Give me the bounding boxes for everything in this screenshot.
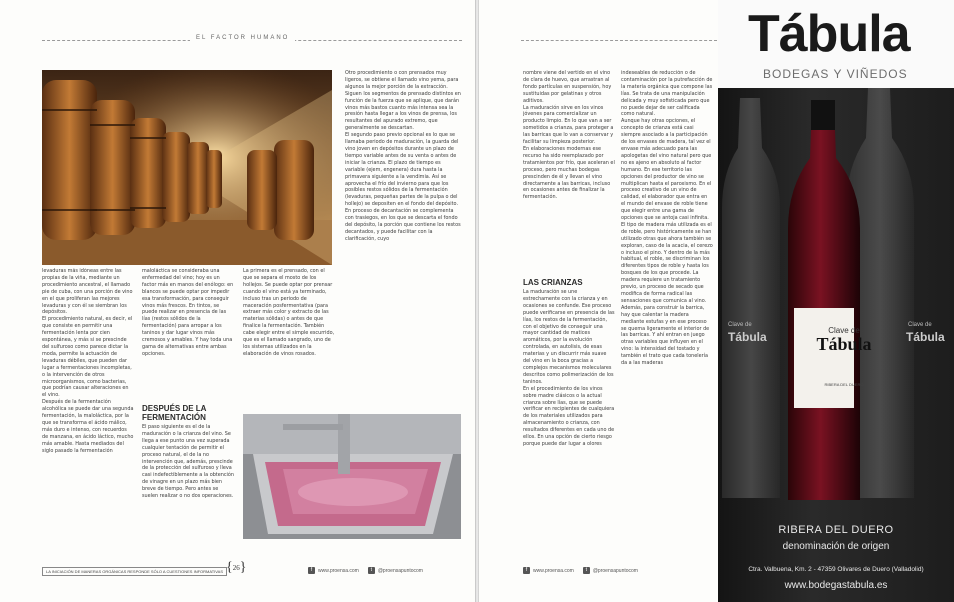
brand-subtitle: BODEGAS Y VIÑEDOS xyxy=(763,67,908,81)
section-title: EL FACTOR HUMANO xyxy=(190,35,295,41)
twitter-icon[interactable]: t xyxy=(368,567,375,574)
page-number-wrapper: {26} xyxy=(226,560,247,575)
left-page xyxy=(0,0,475,602)
facebook-icon[interactable]: f xyxy=(308,567,315,574)
website-link[interactable]: www.proensa.com xyxy=(318,567,359,574)
twitter-handle[interactable]: @proensapuntocom xyxy=(592,567,638,574)
header-rule-right xyxy=(521,40,717,41)
body-column-1: levaduras más idóneas entre las propias de la viña, mediante un procedimiento ancestral, el llamado pie de cuba, con una porción de vino en el que proliferan las mejores levaduras y con él se siembran los depósitos. El procedimiento natural, es decir, el que consiste en permitir una fermentación lenta por cien espontánea, y más si se prescinde del sulfuroso como parece dictar la moda, permite la actuación de levaduras débiles, que pueden dar lugar a fermentaciones incompletas, o la intervención de otros microorganismos, como bacterias, que podrían causar alteraciones en el vino. Después de la fermentación alcohólica se puede dar una segunda fermentación, la maloláctica, por la que se transforma el ácido málico, más duro e intenso, con recuerdos de manzana, en ácido láctico, mucho más amable. Hasta mediados del siglo pasado la fermentación xyxy=(42,268,134,454)
body-column-4: Otro procedimiento o con prensados muy ligeros, se obtiene el llamado vino yema, para algunos la mejor porción de la extracción. Siguen los segmentos de prensado distintos en función de la fuerza que se aplique, que darán vinos más bastos cuanto más intensa sea la presión hasta llegar a los vinos de prensa, los resultantes del apurado extremo, que generalmente se descartan. El segundo paso previo opcional es lo que se llamaba periodo de maduración, la guarda del vino joven en depósitos durante un plazo de tiempo variable antes de su venta o antes de iniciar la crianza. El plazo de tiempo es variable (ejem, engenera) dura hasta la primavera siguiente a la vendimia. Así se aprovecha el frío del invierno para que los posibles restos sólidos de la fermentación (levaduras, pequeñas partes de la pulpa o del hollejo) se depositen en el fondo del depósito. En proceso de decantación se complementa con trasiegos, en los que se descarta el fondo del depósito, la porción que contiene los restos decantados, y puede facilitar con la clarificación, cuyo xyxy=(345,70,461,242)
body-column-3: La primera es el prensado, con el que se separa el mosto de los hollejos. Se puede optar por prensar cuando el vino está ya terminado, incluso tras un periodo de maceración posfermentativa (para extraer más color y extracto de las materias sólidas) o antes de que finalice la fermentación. También cabe elegir entre el simple escurrido, que es el llamado sangrado, uno de los sistemas utilizados en la elaboración de vinos rosados. xyxy=(243,268,335,357)
page-number: 26 xyxy=(232,563,240,572)
body-column-5: nombre viene del vertido en el vino de clara de huevo, que arrastran al fondo partículas en suspensión, hoy sustituidas por gelatinas y otros aditivos. La maduración sirve en los vinos jóvenes para comercializar un producto limpio. En lo que van a ser sometidos a crianza, para proteger a las barricas que lo van a conservar y facilitar su limpieza posterior. En elaboraciones modernas ese recurso ha sido reemplazado por tratamientos por frío, que aceleran el proceso, pero muchas bodegas prescinden de él y llevan el vino directamente a las barricas, incluso en ocasiones antes de finalizar la fermentación. xyxy=(523,70,615,201)
twitter-handle[interactable]: @proensapuntocom xyxy=(377,567,423,574)
cellar-photo xyxy=(42,70,332,265)
facebook-icon[interactable]: f xyxy=(523,567,530,574)
bottle-label-region: RIBERA DEL DUERO xyxy=(824,382,864,387)
subheading-crianzas: LAS CRIANZAS xyxy=(523,278,583,287)
ad-address: Ctra. Valbuena, Km. 2 - 47359 Olivares de Duero (Valladolid) xyxy=(748,566,924,573)
ad-denomination: denominación de origen xyxy=(782,541,890,552)
footer-social-right xyxy=(523,567,638,574)
body-column-6: indeseables de reducción o de contaminación por la putrefacción de la materia orgánica que compone las lías. Se trata de una manipulación delicada y muy sofisticada pero que no puede dejar de ser calificada como natural. Aunque hay otras opciones, el concepto de crianza está casi siempre asociado a la participación de los envases de madera, tal vez el envase más adecuado para las apologetas del vino natural pero que no es ajeno en absoluto al factor humano. En ese territorio las opciones del productor de vino se multiplican hasta el paroxismo. En el proceso creativo de un vino de calidad, el elaborador que entra en el mundo del envase de roble tiene que elegir entre una gama de opciones que se antoja casi infinita. El tipo de madera más utilizada es el de roble, pero históricamente se han utilizado otras que ahora también se exploran, caso de la acacia, el cerezo o incluso el pino. Y dentro de la más habitual, el roble, se discriminan los diferentes tipos de roble y hasta los bosques de los que procede. La madera requiere un tratamiento previo, un proceso de secado que modifica de forma radical las sensaciones que comunica al vino. Además, para construir la barrica, hay que calentar la madera mediante estufas y en ese proceso se quema ligeramente el interior de las barricas. Y ahí entran en juego otras variables que influyen en el vino: la intensidad del tostado y también el trato que cada tonelería da a las maderas xyxy=(621,70,713,367)
ghost-label-line1: Clave de xyxy=(728,322,752,328)
website-link[interactable]: www.proensa.com xyxy=(533,567,574,574)
body-column-2: maloláctica se consideraba una enfermedad del vino; hoy es un factor más en manos del enólogo: en blancos se puede optar por impedir esa transformación, para conseguir vinos más frescos. En tintos, se puede realizar en presencia de las lías (restos sólidos de la fermentación) para arropar a los taninos y dar lugar vinos más cremosos y amables. Y hay toda una gama de alternativas entre ambas opciones. xyxy=(142,268,234,357)
body-column-5-continued: La maduración se une estrechamente con la crianza y en ocasiones se confunde. Ese proceso puede verificarse en presencia de las lías, los restos de la fermentación, con el objetivo de conseguir una mayor cantidad de matices aromáticos, por la evolución controlada, en autolisis, de esas materias y un discurrir más suave del vino en la boca gracias a complejos mecanismos moleculares descritos como polimerización de los taninos. En el procedimiento de los vinos sobre madre clásicos o la actual crianza sobre lías, que se puede verificar en recipientes de cualquiera de los materiales utilizados para almacenamiento o crianza, con resultados diferentes en cada uno de ellos. En una opción de cierto riesgo porque puede dar lugar a olores xyxy=(523,289,615,447)
ghost-label-brand: Tábula xyxy=(728,330,767,344)
tank-photo xyxy=(243,414,461,539)
tabula-advertisement xyxy=(718,0,954,602)
ghost-label-brand-right: Tábula xyxy=(906,330,945,344)
bottle-label-brand: Tábula xyxy=(816,334,872,354)
ghost-label-line1-right: Clave de xyxy=(908,322,932,328)
bottle-label-line1: Clave de xyxy=(828,326,860,335)
ad-region: RIBERA DEL DUERO xyxy=(778,524,894,536)
footer-disclaimer: LA INICIACIÓN DE MANERAS ORGÁNICAS RESPONDE SÓLO A CUESTIONES INFORMATIVAS xyxy=(42,567,227,576)
twitter-icon[interactable]: t xyxy=(583,567,590,574)
wine-bottles-illustration xyxy=(718,88,954,508)
ad-website[interactable]: www.bodegastabula.es xyxy=(784,580,888,591)
subheading-fermentacion: DESPUÉS DE LA FERMENTACIÓN xyxy=(142,404,207,422)
brand-logo: Tábula xyxy=(748,5,910,63)
body-column-2-continued: El paso siguiente es el de la maduración o la crianza del vino. Se llega a ese punto una vez superada cualquier tentación de permitir el proceso natural, el de la no intervención que, además, prescinde de la protección del sulfuroso y lleva casi indefectiblemente a la obtención de vinagre en un plazo más bien breve de tiempo. Pero antes se suelen realizar o no dos operaciones. xyxy=(142,424,234,500)
footer-social-left xyxy=(308,567,423,574)
